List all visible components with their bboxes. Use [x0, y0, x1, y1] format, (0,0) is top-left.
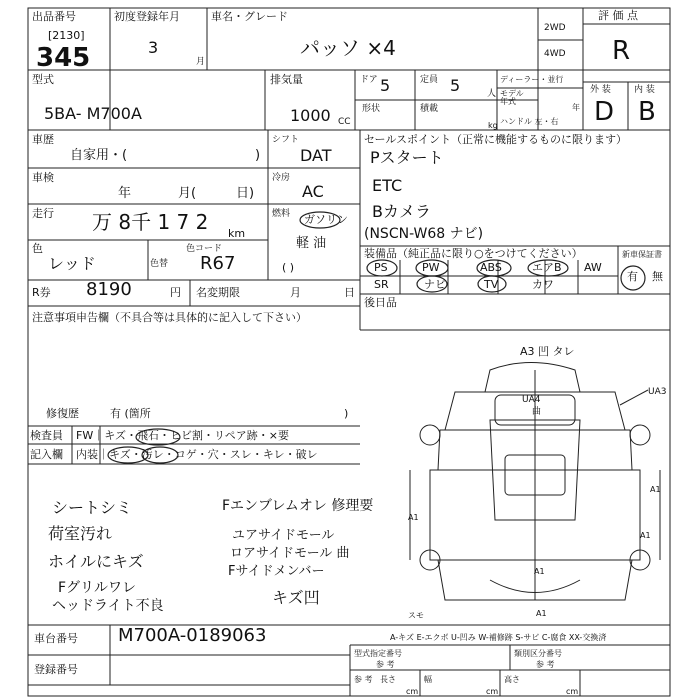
cc-unit: CC	[338, 117, 351, 127]
capacity-value: 5	[450, 76, 461, 95]
recycle-value: 8190	[86, 279, 132, 300]
equipment-item: PW	[422, 261, 440, 274]
comment-left: ホイルにキズ	[48, 552, 144, 571]
inspector-row-2: 内装｜キズ・汚レ・コゲ・穴・スレ・キレ・破レ	[76, 448, 318, 461]
history-close: )	[255, 148, 261, 163]
after-items-label: 後日品	[364, 296, 397, 309]
diagram-roof-note-2: 曲	[532, 407, 542, 417]
fuel-paren: ( )	[282, 261, 295, 274]
equipment-item: AW	[584, 261, 602, 274]
drive-2wd: 2WD	[544, 23, 566, 33]
height-label: 高さ	[504, 675, 520, 684]
sales-point-item: Pスタート	[370, 148, 444, 167]
ac-label: 冷房	[272, 173, 291, 183]
exterior-score: D	[594, 97, 615, 127]
warranty-label: 新車保証書	[622, 250, 662, 259]
model-year-label: モデル年式	[500, 89, 524, 106]
diagram-a1-label: A1	[534, 567, 545, 576]
diagram-a1-label: A1	[650, 485, 661, 494]
history-value: 自家用・(	[70, 148, 128, 163]
length-label: 長さ	[380, 675, 396, 684]
km-unit: km	[228, 227, 246, 240]
year-unit: 年	[572, 103, 580, 112]
mileage-label: 走行	[32, 207, 54, 220]
sales-points-label: セールスポイント（正常に機能するものに限ります）	[364, 133, 628, 146]
comment-right: ユアサイドモール	[232, 528, 335, 543]
reg-label: 登録番号	[34, 663, 78, 676]
lot-no-label: 出品番号	[32, 10, 76, 23]
chassis-value: M700A-0189063	[118, 625, 267, 646]
inspection-month: 月(	[178, 186, 197, 201]
dealer-label: ディーラー・並行	[500, 75, 564, 84]
comment-right: ロアサイドモール 曲	[230, 546, 350, 561]
load-label: 積載	[420, 104, 439, 114]
equipment-item: カワ	[532, 278, 554, 291]
diagram-top-note: A3 凹 タレ	[520, 345, 575, 358]
inspector-row-1: FW｜キズ・飛石・ヒビ割・リペア跡・×要	[76, 429, 289, 442]
warranty-yes: 有	[627, 270, 638, 283]
shift-label: シフト	[272, 135, 300, 145]
displacement-value: 1000	[290, 106, 331, 125]
comment-left: 荷室汚れ	[48, 524, 113, 543]
history-label: 車歴	[32, 133, 54, 146]
comment-left: Fグリルワレ	[58, 580, 137, 596]
shift-value: DAT	[300, 146, 332, 165]
fuel-label: 燃料	[272, 209, 291, 219]
equipment-item: エアB	[532, 261, 562, 274]
eval-score: R	[612, 36, 631, 66]
type-ref: 参 考	[376, 660, 395, 669]
model-label: 型式	[32, 73, 54, 86]
warranty-no: 無	[652, 270, 663, 283]
inspection-label: 車検	[32, 171, 54, 184]
lot-number: 345	[36, 43, 91, 73]
repair-close: )	[344, 407, 349, 420]
equipment-item: TV	[484, 278, 499, 291]
shape-label: 形状	[362, 104, 381, 114]
repair-value: 有 (箇所	[110, 407, 151, 420]
capacity-unit: 人	[487, 89, 497, 99]
name-change-label: 名変期限	[196, 286, 240, 299]
interior-label: 内 装	[634, 85, 655, 95]
width-label: 幅	[424, 675, 432, 684]
equipment-item: ABS	[480, 261, 502, 274]
car-name-label: 車名・グレード	[211, 10, 288, 23]
sales-point-item: ETC	[372, 176, 403, 195]
equipment-item: ナビ	[424, 278, 446, 291]
month-unit: 月	[196, 57, 206, 67]
doors-label: ドア	[360, 75, 378, 85]
diagram-roof-note: UA4	[522, 395, 541, 405]
equipment-label: 装備品（純正品に限り○をつけてください）	[364, 247, 583, 260]
car-name-value: パッソ ×4	[300, 36, 396, 60]
color-value: レッド	[48, 254, 96, 273]
color-code-value: R67	[200, 253, 236, 274]
name-change-month: 月	[290, 286, 301, 299]
color-code-label: 色コード	[186, 244, 223, 254]
type-label: 型式指定番号	[354, 649, 402, 658]
comment-right: キズ凹	[272, 588, 320, 607]
mileage-value: 万 8千 1 7 2	[92, 210, 209, 234]
equipment-item: SR	[374, 278, 389, 291]
first-reg-value: 3	[148, 38, 159, 57]
comment-right: Fサイドメンバー	[228, 564, 325, 579]
class-label: 類別区分番号	[514, 649, 562, 658]
fuel-diesel: 軽 油	[296, 236, 327, 251]
yen-unit: 円	[170, 286, 181, 299]
damage-legend: A-キズ E-エクボ U-凹み W-補修跡 S-サビ C-腐食 XX-交換済	[390, 633, 607, 642]
width-cm: cm	[486, 687, 499, 696]
color-change-label: 色替	[150, 259, 169, 269]
first-reg-label: 初度登録年月	[114, 10, 180, 23]
handle-label: ハンドル 左・右	[500, 117, 559, 126]
length-cm: cm	[406, 687, 419, 696]
color-label: 色	[32, 242, 43, 255]
notes-label: 注意事項申告欄（不具合等は具体的に記入して下さい）	[32, 311, 307, 324]
comment-left: ヘッドライト不良	[52, 598, 164, 614]
inspector-label: 検査員	[30, 429, 63, 442]
lot-code: [2130]	[48, 29, 85, 42]
equipment-item: PS	[374, 261, 388, 274]
eval-label: 評 価 点	[598, 9, 638, 22]
drive-4wd: 4WD	[544, 49, 566, 59]
class-ref: 参 考	[536, 660, 555, 669]
kg-unit: kg	[488, 121, 498, 130]
doors-value: 5	[380, 76, 391, 95]
diagram-sm-label: スモ	[408, 611, 424, 620]
height-cm: cm	[566, 687, 579, 696]
sales-point-item: (NSCN-W68 ナビ)	[364, 226, 484, 242]
diagram-a1-label: A1	[408, 513, 419, 522]
comment-right: Fエンブレムオレ 修理要	[222, 498, 374, 514]
diagram-a1-label: A1	[536, 609, 547, 618]
repair-label: 修復歴	[46, 407, 79, 420]
exterior-label: 外 装	[590, 85, 611, 95]
inspection-day: 日)	[236, 186, 255, 201]
recorder-label: 記入欄	[30, 448, 63, 461]
capacity-label: 定員	[420, 75, 439, 85]
inspection-year: 年	[118, 186, 132, 201]
fuel-gas: ガソリン	[304, 213, 348, 226]
ref-label: 参 考	[354, 675, 373, 684]
comment-left: シートシミ	[52, 498, 133, 517]
sales-point-item: Bカメラ	[372, 202, 431, 221]
ac-value: AC	[302, 182, 324, 201]
model-value: 5BA- M700A	[44, 104, 142, 123]
interior-score: B	[638, 97, 656, 127]
diagram-a1-label: A1	[640, 531, 651, 540]
displacement-label: 排気量	[270, 73, 303, 86]
diagram-right-note: UA3	[648, 387, 667, 397]
chassis-label: 車台番号	[34, 632, 78, 645]
recycle-label: R券	[32, 286, 51, 299]
name-change-day: 日	[344, 286, 355, 299]
